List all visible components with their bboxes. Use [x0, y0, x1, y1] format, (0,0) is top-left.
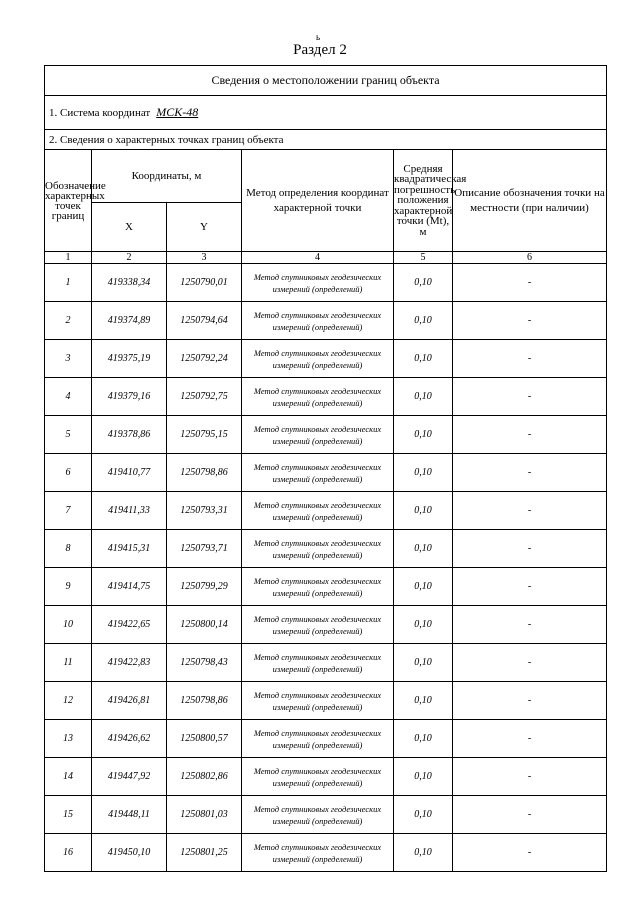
cell-coord-y: 1250800,14 [167, 606, 242, 644]
cell-accuracy: 0,10 [394, 834, 453, 872]
cell-coord-x: 419379,16 [92, 378, 167, 416]
col-x: X [92, 203, 167, 252]
table-row [45, 606, 607, 644]
cell-coord-y: 1250801,03 [167, 796, 242, 834]
table-row [45, 530, 607, 568]
cell-coord-y: 1250798,86 [167, 454, 242, 492]
table-row [45, 720, 607, 758]
cell-accuracy: 0,10 [394, 796, 453, 834]
cell-point-number: 6 [45, 454, 92, 492]
cell-accuracy: 0,10 [394, 492, 453, 530]
table-row [45, 834, 607, 872]
cell-description: - [453, 264, 607, 302]
cell-point-number: 9 [45, 568, 92, 606]
cell-coord-y: 1250792,75 [167, 378, 242, 416]
col-number: 5 [394, 252, 453, 264]
cell-description: - [453, 416, 607, 454]
cell-description: - [453, 492, 607, 530]
cell-point-number: 8 [45, 530, 92, 568]
col-accuracy: Средняя квадратическая погрешность положения характерной точки (Mt), м [394, 150, 453, 252]
cell-description: - [453, 606, 607, 644]
cell-description: - [453, 758, 607, 796]
cell-point-number: 7 [45, 492, 92, 530]
cell-coord-x: 419374,89 [92, 302, 167, 340]
boundary-points-table [44, 65, 607, 872]
cell-accuracy: 0,10 [394, 378, 453, 416]
cell-accuracy: 0,10 [394, 264, 453, 302]
cell-coord-y: 1250800,57 [167, 720, 242, 758]
cell-coord-x: 419415,31 [92, 530, 167, 568]
cell-description: - [453, 834, 607, 872]
cell-coord-y: 1250794,64 [167, 302, 242, 340]
cell-description: - [453, 302, 607, 340]
cell-accuracy: 0,10 [394, 416, 453, 454]
cell-accuracy: 0,10 [394, 606, 453, 644]
top-mark: ь [316, 32, 321, 42]
cell-point-number: 10 [45, 606, 92, 644]
table-row [45, 758, 607, 796]
table-row [45, 454, 607, 492]
cell-coord-y: 1250801,25 [167, 834, 242, 872]
cell-method: Метод спутниковых геодезических измерений (определений) [242, 264, 394, 302]
cell-method: Метод спутниковых геодезических измерений (определений) [242, 606, 394, 644]
cell-method: Метод спутниковых геодезических измерений (определений) [242, 378, 394, 416]
cell-coord-x: 419375,19 [92, 340, 167, 378]
table-row [45, 378, 607, 416]
cell-accuracy: 0,10 [394, 644, 453, 682]
col-method: Метод определения координат характерной точки [242, 150, 394, 252]
cell-coord-y: 1250792,24 [167, 340, 242, 378]
cell-coord-x: 419338,34 [92, 264, 167, 302]
cell-point-number: 2 [45, 302, 92, 340]
cell-coord-x: 419448,11 [92, 796, 167, 834]
table-row [45, 416, 607, 454]
cell-coord-y: 1250793,71 [167, 530, 242, 568]
col-description: Описание обозначения точки на местности (при наличии) [453, 150, 607, 252]
table-row [45, 492, 607, 530]
cell-description: - [453, 720, 607, 758]
col-coords: Координаты, м [92, 150, 242, 203]
cell-coord-x: 419422,65 [92, 606, 167, 644]
cell-coord-x: 419411,33 [92, 492, 167, 530]
section-title: Раздел 2 [293, 42, 347, 58]
cell-point-number: 14 [45, 758, 92, 796]
cell-description: - [453, 454, 607, 492]
table-row [45, 340, 607, 378]
cell-coord-x: 419426,81 [92, 682, 167, 720]
col-number: 1 [45, 252, 92, 264]
coord-system-label: 1. Система координат [49, 107, 151, 119]
cell-coord-y: 1250793,31 [167, 492, 242, 530]
cell-coord-x: 419426,62 [92, 720, 167, 758]
table-row [45, 568, 607, 606]
cell-accuracy: 0,10 [394, 682, 453, 720]
col-number: 3 [167, 252, 242, 264]
cell-accuracy: 0,10 [394, 302, 453, 340]
cell-description: - [453, 796, 607, 834]
cell-method: Метод спутниковых геодезических измерений (определений) [242, 834, 394, 872]
cell-coord-y: 1250798,86 [167, 682, 242, 720]
cell-method: Метод спутниковых геодезических измерений (определений) [242, 644, 394, 682]
cell-coord-y: 1250799,29 [167, 568, 242, 606]
points-header: 2. Сведения о характерных точках границ объекта [45, 130, 607, 150]
table-row [45, 682, 607, 720]
cell-coord-x: 419447,92 [92, 758, 167, 796]
cell-point-number: 11 [45, 644, 92, 682]
cell-coord-x: 419450,10 [92, 834, 167, 872]
col-y: Y [167, 203, 242, 252]
cell-method: Метод спутниковых геодезических измерений (определений) [242, 416, 394, 454]
object-header: Сведения о местоположении границ объекта [45, 66, 607, 96]
cell-description: - [453, 568, 607, 606]
cell-point-number: 13 [45, 720, 92, 758]
cell-method: Метод спутниковых геодезических измерений (определений) [242, 758, 394, 796]
table-row [45, 644, 607, 682]
cell-accuracy: 0,10 [394, 758, 453, 796]
cell-method: Метод спутниковых геодезических измерений (определений) [242, 682, 394, 720]
cell-method: Метод спутниковых геодезических измерений (определений) [242, 720, 394, 758]
cell-coord-y: 1250795,15 [167, 416, 242, 454]
cell-method: Метод спутниковых геодезических измерений (определений) [242, 530, 394, 568]
cell-method: Метод спутниковых геодезических измерений (определений) [242, 302, 394, 340]
coord-system-row [45, 96, 607, 130]
cell-method: Метод спутниковых геодезических измерений (определений) [242, 796, 394, 834]
cell-point-number: 12 [45, 682, 92, 720]
cell-point-number: 1 [45, 264, 92, 302]
cell-method: Метод спутниковых геодезических измерений (определений) [242, 492, 394, 530]
cell-point-number: 4 [45, 378, 92, 416]
cell-method: Метод спутниковых геодезических измерений (определений) [242, 454, 394, 492]
cell-description: - [453, 682, 607, 720]
cell-coord-y: 1250790,01 [167, 264, 242, 302]
cell-point-number: 15 [45, 796, 92, 834]
cell-description: - [453, 340, 607, 378]
cell-description: - [453, 378, 607, 416]
cell-accuracy: 0,10 [394, 454, 453, 492]
cell-coord-x: 419414,75 [92, 568, 167, 606]
cell-accuracy: 0,10 [394, 720, 453, 758]
table-row [45, 796, 607, 834]
cell-coord-x: 419422,83 [92, 644, 167, 682]
cell-coord-y: 1250802,86 [167, 758, 242, 796]
cell-description: - [453, 644, 607, 682]
table-row [45, 264, 607, 302]
cell-accuracy: 0,10 [394, 530, 453, 568]
col-number: 4 [242, 252, 394, 264]
table-row [45, 302, 607, 340]
cell-coord-y: 1250798,43 [167, 644, 242, 682]
cell-accuracy: 0,10 [394, 340, 453, 378]
col-number: 2 [92, 252, 167, 264]
cell-method: Метод спутниковых геодезических измерений (определений) [242, 568, 394, 606]
cell-method: Метод спутниковых геодезических измерений (определений) [242, 340, 394, 378]
cell-coord-x: 419378,86 [92, 416, 167, 454]
cell-point-number: 3 [45, 340, 92, 378]
coord-system-value: МСК-48 [156, 105, 199, 119]
cell-coord-x: 419410,77 [92, 454, 167, 492]
cell-point-number: 5 [45, 416, 92, 454]
cell-accuracy: 0,10 [394, 568, 453, 606]
cell-point-number: 16 [45, 834, 92, 872]
col-point-name: Обозначение характерных точек границ [45, 150, 92, 252]
cell-description: - [453, 530, 607, 568]
col-number: 6 [453, 252, 607, 264]
